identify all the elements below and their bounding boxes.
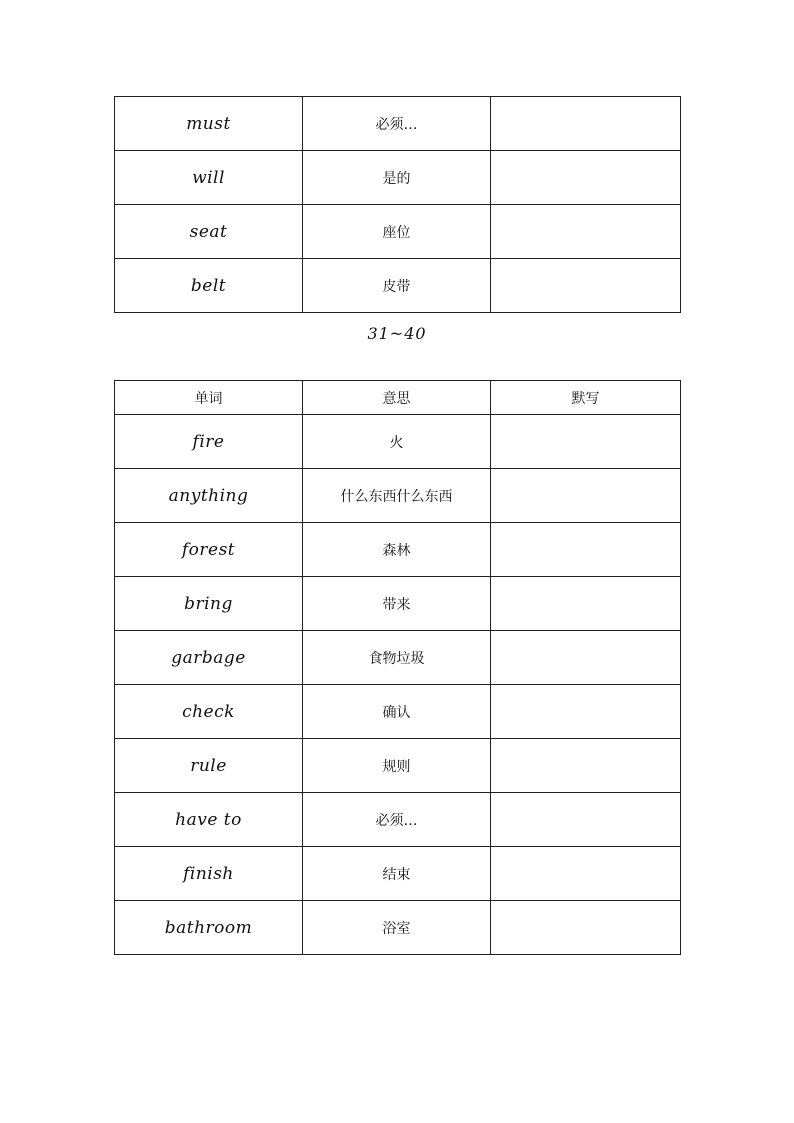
dictation-cell[interactable] xyxy=(491,415,681,469)
meaning-cell: 火 xyxy=(303,415,491,469)
meaning-cell: 森林 xyxy=(303,523,491,577)
word-cell: garbage xyxy=(115,631,303,685)
meaning-cell: 食物垃圾 xyxy=(303,631,491,685)
dictation-cell[interactable] xyxy=(491,97,681,151)
meaning-cell: 结束 xyxy=(303,847,491,901)
dictation-cell[interactable] xyxy=(491,151,681,205)
table-row xyxy=(115,469,681,523)
meaning-cell: 是的 xyxy=(303,151,491,205)
table-row xyxy=(115,577,681,631)
dictation-cell[interactable] xyxy=(491,577,681,631)
word-cell: bring xyxy=(115,577,303,631)
dictation-cell[interactable] xyxy=(491,847,681,901)
word-cell: seat xyxy=(115,205,303,259)
word-cell: bathroom xyxy=(115,901,303,955)
word-cell: anything xyxy=(115,469,303,523)
vocab-table-top xyxy=(114,96,681,313)
meaning-cell: 皮带 xyxy=(303,259,491,313)
table-row xyxy=(115,97,681,151)
word-cell: finish xyxy=(115,847,303,901)
section-label: 31~40 xyxy=(367,324,427,343)
table-row xyxy=(115,847,681,901)
meaning-cell: 规则 xyxy=(303,739,491,793)
word-cell: have to xyxy=(115,793,303,847)
table-header-row xyxy=(115,381,681,415)
table-row xyxy=(115,151,681,205)
header-word: 单词 xyxy=(115,381,303,415)
table-row xyxy=(115,739,681,793)
word-cell: fire xyxy=(115,415,303,469)
word-cell: will xyxy=(115,151,303,205)
dictation-cell[interactable] xyxy=(491,739,681,793)
table-row xyxy=(115,523,681,577)
dictation-cell[interactable] xyxy=(491,523,681,577)
table-row xyxy=(115,259,681,313)
header-dictation: 默写 xyxy=(491,381,681,415)
header-meaning: 意思 xyxy=(303,381,491,415)
dictation-cell[interactable] xyxy=(491,901,681,955)
table-row xyxy=(115,631,681,685)
word-cell: rule xyxy=(115,739,303,793)
meaning-cell: 座位 xyxy=(303,205,491,259)
meaning-cell: 浴室 xyxy=(303,901,491,955)
table-row xyxy=(115,685,681,739)
table-row xyxy=(115,793,681,847)
table-row xyxy=(115,205,681,259)
meaning-cell: 必须… xyxy=(303,97,491,151)
table-row xyxy=(115,415,681,469)
table-row xyxy=(115,901,681,955)
vocab-table-main xyxy=(114,380,681,955)
dictation-cell[interactable] xyxy=(491,469,681,523)
word-cell: forest xyxy=(115,523,303,577)
meaning-cell: 确认 xyxy=(303,685,491,739)
word-cell: check xyxy=(115,685,303,739)
meaning-cell: 什么东西什么东西 xyxy=(303,469,491,523)
dictation-cell[interactable] xyxy=(491,685,681,739)
dictation-cell[interactable] xyxy=(491,259,681,313)
dictation-cell[interactable] xyxy=(491,793,681,847)
word-cell: must xyxy=(115,97,303,151)
dictation-cell[interactable] xyxy=(491,631,681,685)
word-cell: belt xyxy=(115,259,303,313)
meaning-cell: 必须… xyxy=(303,793,491,847)
meaning-cell: 带来 xyxy=(303,577,491,631)
dictation-cell[interactable] xyxy=(491,205,681,259)
